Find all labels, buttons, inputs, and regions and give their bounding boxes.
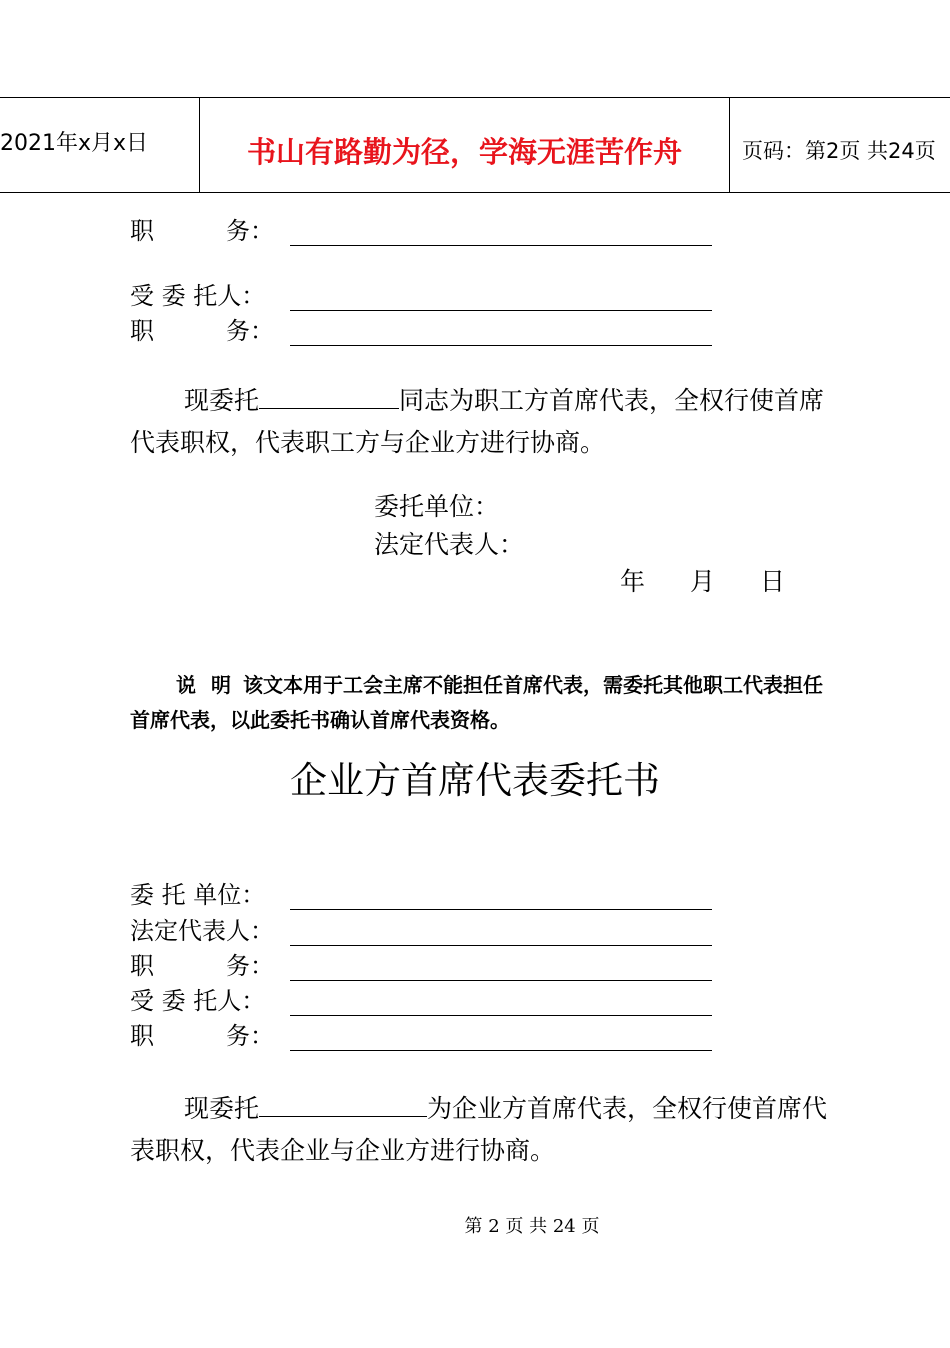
year-label: 年 [620,567,646,596]
entrust-paragraph-1 [130,380,830,464]
form1-row-position [130,216,712,246]
signature-legal-rep: 法定代表人： [374,530,525,559]
form2-row-position-2 [130,1021,712,1051]
month-label: 月 [690,567,716,596]
page-footer: 第 2 页 共 24 页 [464,1216,600,1237]
form2-row-legal-rep [130,916,712,946]
form-label: 受 委 托人： [130,282,266,310]
form1-row-position-2 [130,316,712,346]
fill-in-line[interactable] [290,284,712,311]
form-label: 职 务： [130,317,274,345]
para-suffix: 同志为职工方首席代表，全权行使首席代表职权，代表职工方与企业方进行协商。 [130,386,825,457]
form2-row-unit [130,880,712,910]
form1-row-trustee [130,281,712,311]
fill-in-line[interactable] [290,883,712,910]
header-page-number: 页码：第2页 共24页 [742,139,936,163]
note-text: 该文本用于工会主席不能担任首席代表，需委托其他职工代表担任首席代表，以此委托书确认首席代表资格。 [130,673,823,732]
header-date: 2021年x月x日 [0,98,200,192]
header-motto: 书山有路勤为径，学海无涯苦作舟 [200,98,730,192]
fill-in-blank[interactable] [259,1092,427,1117]
form-label: 委 托 单位： [130,881,266,909]
form-label: 职 务： [130,217,274,245]
day-label: 日 [760,567,786,596]
explanatory-note [130,668,830,738]
form-label: 受 委 托人： [130,987,266,1015]
fill-in-line[interactable] [290,989,712,1016]
fill-in-line[interactable] [290,219,712,246]
form-label: 职 务： [130,1022,274,1050]
signature-date [620,562,830,598]
form-label: 法定代表人： [130,917,274,945]
form2-row-trustee [130,986,712,1016]
para-prefix: 现委托 [184,1094,260,1123]
para-prefix: 现委托 [184,386,260,415]
fill-in-line[interactable] [290,919,712,946]
document-title: 企业方首席代表委托书 [290,759,660,802]
fill-in-line[interactable] [290,954,712,981]
form-label: 职 务： [130,952,274,980]
page-header [0,97,950,193]
signature-unit: 委托单位： [374,492,500,521]
entrust-paragraph-2 [130,1088,830,1172]
fill-in-blank[interactable] [259,384,399,409]
note-lead: 说 明 [176,673,235,697]
form2-row-position [130,951,712,981]
fill-in-line[interactable] [290,1024,712,1051]
fill-in-line[interactable] [290,319,712,346]
para-suffix: 为企业方首席代表，全权行使首席代表职权，代表企业与企业方进行协商。 [130,1094,828,1165]
